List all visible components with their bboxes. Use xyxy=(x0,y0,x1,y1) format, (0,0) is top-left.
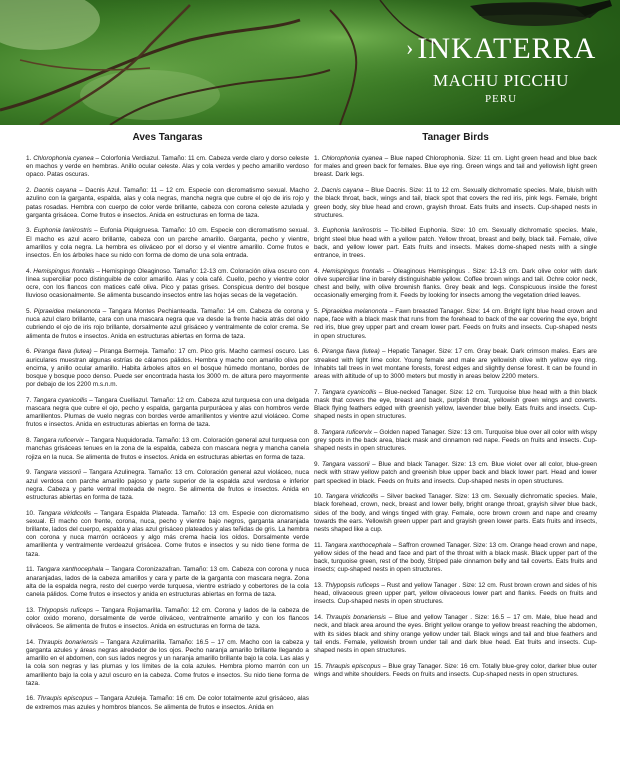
bird-entry xyxy=(314,429,597,454)
scientific-name: Tangara viridicollis xyxy=(37,509,92,517)
bird-entry xyxy=(26,607,309,632)
entry-number: 4. xyxy=(26,267,32,275)
bird-entry xyxy=(26,155,309,180)
entry-number: 8. xyxy=(314,428,320,436)
scientific-name: Thraupis episcopus xyxy=(36,695,93,703)
bird-entry xyxy=(314,187,597,220)
entry-description: – Saffron crowned Tanager. Size: 13 cm. Orange head crown and nape, yellow sides of the head and face and part of the throat with a black mask. Black upper part of the back, turquoise green, rest of the body, Striped pale cinnamon belly and tail coverts. Eats fruits and insects; cup-shaped nests in open structures. xyxy=(314,541,597,574)
scientific-name: Tangara viridicollis xyxy=(325,493,379,501)
bird-entry xyxy=(26,308,309,341)
scientific-name: Tangara cyanicollis xyxy=(321,388,377,396)
scientific-name: Thraupis episcopus xyxy=(324,662,381,670)
bird-entry xyxy=(314,155,597,180)
entry-number: 10. xyxy=(26,509,35,517)
entry-number: 11. xyxy=(314,541,323,549)
entry-number: 3. xyxy=(314,227,320,235)
entry-number: 2. xyxy=(26,187,32,195)
scientific-name: Thlypopsis ruficeps xyxy=(37,606,93,614)
spanish-column-title: Aves Tangaras xyxy=(132,132,203,143)
scientific-name: Thraupis bonariensis xyxy=(37,638,98,646)
entry-description: – Blue and yellow Tanager . Size: 16.5 – 17 cm. Male, blue head and neck, and black area around the eyes. Bright yellow orange to yellow breast reaching the abdomen, with its sides black and shiny orange yellow under tail. Black wings and tail and blue feathers and tail ends. Female, yellowish brown under tail and dark blue head. Eat fruits and insects. Cup-shaped nests in open structures. xyxy=(314,614,598,654)
bird-entry xyxy=(26,397,309,430)
scientific-name: Piranga flava (lutea) xyxy=(321,348,380,356)
entry-description: – Tangara Cuelliazul. Tamaño: 12 cm. Cabeza azul turquesa con una delgada mascara negra que cubre el ojo, pecho y espalda, garganta purpurácea y alas con hombros verde amarillentos. Plumas de vuelo negras con bordes verde amarillentos y vientre azul violáceo. Come frutos e insectos. Anida en estructuras abiertas en forma de taza. xyxy=(26,396,309,429)
spanish-column xyxy=(26,132,309,719)
entry-description: – Fawn breasted Tanager. Size: 14 cm. Bright light blue head crown and nape, face with a black mask that runs from the forehead to back of the ear covering the eye, bright red iris, blue grey upper part and cream lower part. Feeds on fruits and insects. Cup-shaped nests in open structures. xyxy=(314,308,598,340)
brand-subtitle: MACHU PICCHU xyxy=(433,71,569,90)
entry-description: – Blue gray Tanager. Size: 16 cm. Totally blue-grey color, darker blue outer wings and white shoulders. Feeds on fruits and insects. Cup-shaped nests in open structures. xyxy=(314,662,598,678)
entry-description: – Colorfonia Verdiazul. Tamaño: 11 cm. Cabeza verde claro y dorso celeste en machos y verde en hembras. Anillo ocular celeste. Alas y cola verdes y pecho amarillo verdoso opaco. Patas oscuras. xyxy=(26,155,310,179)
scientific-name: Thraupis bonariensis xyxy=(325,614,386,622)
entry-description: – Tangara Azulinegra. Tamaño: 13 cm. Coloración general azul violáceo, nuca azul verdosa con parche amarillo pajoso y parte superior de la espalda azul verdosa e inferior negra. Cabeza y parte ventral moteada de negro. Se alimenta de frutos e insectos. Anida en estructuras abiertas en forma de taza. xyxy=(26,469,310,501)
bird-entry xyxy=(314,348,597,381)
bird-entry xyxy=(26,437,309,462)
scientific-name: Tangara vassorii xyxy=(322,461,370,469)
entry-description: – Dacnis Azul. Tamaño: 11 – 12 cm. Especie con dicromatismo sexual. Macho azulino con la garganta, espalda, alas y cola negras, mancha negra que cubre el ojo de iris rojo y patas rosadas. Hembra con cuerpo de color verde brillante, cabeza con corona celeste azulada y garganta grisácea. Come frutos e insectos. Anida en estructuras en forma de taza. xyxy=(26,187,309,219)
bird-entry xyxy=(314,308,597,341)
scientific-name: Tangara ruficervix xyxy=(33,437,84,445)
entry-description: – Tangara Coronizazafran. Tamaño: 13 cm. Cabeza con corona y nuca anaranjadas, lados de la cabeza amarillos y cara y parte de la garganta con mascara negra. Zona alta de la espalda negra, resto del cuerpo verde turquesa, vientre estriado y cobertores de la cola canela pálidos. Come frutos e insectos y anida en estructuras abiertas en forma de taza. xyxy=(26,566,309,598)
scientific-name: Tangara vassorii xyxy=(33,469,81,477)
entry-description: – Rust and yellow Tanager . Size: 12 cm. Rust brown crown and sides of his head, olivaceous green upper part, yellow olivaceous lower part and flanks. Feeds on fruits and insects. Cup-shaped nests in open structures. xyxy=(314,582,598,606)
entry-number: 1. xyxy=(314,155,320,162)
bird-entry xyxy=(314,227,597,260)
entry-number: 8. xyxy=(26,437,32,445)
scientific-name: Tangara ruficervix xyxy=(321,428,372,436)
bird-entry xyxy=(314,493,597,534)
entry-description: – Blue Dacnis. Size: 11 to 12 cm. Sexually dichromatic species. Male, bluish with the black throat, back, wings and tail, black spot that covers the red iris, pink legs. Female, bright green body, sky blue head and crown, grayish throat. Eats fruits and insects. Cup-shaped nests in structures. xyxy=(314,187,598,219)
entry-number: 9. xyxy=(314,461,320,469)
scientific-name: Piprаeidea melanonota xyxy=(33,308,101,316)
bird-entry xyxy=(26,510,309,559)
entry-description: – Tangara Azuleja. Tamaño: 16 cm. De color totalmente azul grisáceo, alas de extremos mas azules y hombros blancos. Se alimenta de frutos e insectos. Anida en xyxy=(26,695,310,711)
entry-description: – Eufonia Piquigruesa. Tamaño: 10 cm. Especie con dicromatismo sexual. El macho es azul acero brillante, cabeza con un parche amarillo. Garganta, pecho y vientre, amarillos y cola negra. La hembra es oliváceo por el dorso y el vientre amarillo. Come frutos e insectos. En los árboles hace su nido con forma de domo de una sola entrada. xyxy=(26,227,309,260)
bird-entry xyxy=(314,614,597,655)
bird-entry xyxy=(26,227,309,260)
entry-description: – Blue and black Tanager. Size: 13 cm. Blue violet over all color, blue-green neck with straw yellow patch and greenish blue upper back and black lower part. Head and lower part specked in black. Feeds on fruits and insects. Cup-shaped nests in open structures. xyxy=(314,461,597,485)
entry-number: 6. xyxy=(26,348,32,356)
brand-location: PERU xyxy=(484,93,518,105)
english-column-title: Tanager Birds xyxy=(422,132,489,143)
scientific-name: Dacnis cayana xyxy=(33,187,77,195)
bird-entry xyxy=(314,582,597,607)
scientific-name: Tangara xanthocephala xyxy=(36,566,104,574)
english-entry-list xyxy=(314,155,597,679)
bird-entry xyxy=(26,566,309,599)
entry-description: – Golden naped Tanager. Size: 13 cm. Turquoise blue over all color with wispy grey spots in the back area, black mask and cinnamon red nape. Feeds on fruits and insects. Cup-shaped nests in open structures. xyxy=(314,428,598,453)
scientific-name: Tangara xanthocephala xyxy=(324,541,391,549)
entry-number: 2. xyxy=(314,187,320,195)
bird-entry xyxy=(314,268,597,301)
header-banner xyxy=(0,0,620,125)
entry-number: 15. xyxy=(314,662,323,670)
entry-description: – Tangara Espalda Plateada. Tamaño: 13 cm. Especie con dicromatismo sexual. El macho con frente, corona, nuca, pecho y vientre bajo negros, garganta anaranjada brillante, lados del cuerpo, espalda y alas azul grisáceo plateados y alas teñidas de gris. La hembra con corona y nuca marrón ocráceos y algo más crema hacia los oídos. Dorsalmente verde amarillenta y ventralmente verdeazul grisácea. Come frutos e insectos y su nido tiene forma de taza. xyxy=(26,509,309,558)
entry-description: – Blue-necked Tanager. Size: 12 cm. Turquoise blue head with a thin black mask that covers the eye, breast and back, purplish throat, yellowish green wings and coverts. Black flying feathers edged with greenish yellow, lavender blue belly. Eats fruits and insects. Cup-shaped nests in open structures. xyxy=(314,388,597,421)
brand-logo xyxy=(406,32,596,105)
entry-number: 9. xyxy=(26,469,32,477)
scientific-name: Tangara cyanicollis xyxy=(33,396,88,404)
brand-name-text: INKATERRA xyxy=(417,32,597,65)
entry-number: 5. xyxy=(314,308,320,316)
bird-entry xyxy=(26,469,309,502)
entry-description: – Tangara Nuquidorada. Tamaño: 13 cm. Coloración general azul turquesa con manchas grisáceas tenues en la zona de la espalda, cabeza con mascara negra y mancha canela rojiza en la nuca. Se alimenta de frutos e insectos. Anida en estructuras abiertas en forma de taza. xyxy=(26,437,310,461)
entry-description: – Tangara Azulimarilla. Tamaño: 16.5 – 17 cm. Macho con la cabeza y garganta azules y áreas negras alrededor de los ojos. Pecho naranja amarillo brillante llegando a amarillo en el abdomen, con sus lados negros y un naranja amarillo brillante bajo la cola. Las alas y la cola son negras y las plumas y los límites de la cola azules. Hembra plomo marrón con un amarillento bajo la cola y azul oscuro en la cabeza. Come frutos e insectos. Su nido tiene forma de taza. xyxy=(26,638,310,687)
entry-number: 14. xyxy=(26,638,35,646)
scientific-name: Chlorophonia cyanea xyxy=(321,155,383,162)
entry-description: – Hemispingo Oleaginoso. Tamaño: 12-13 cm. Coloración oliva oscuro con línea superciliar poco distinguible de color amarillo. Alas y cola café. Cuello, pecho y vientre color ocre, con los flancos con matices café oliva. Pico y patas grises. Conspicua dentro del bosque lluvioso ocasionalmente. Se alimenta buscando insectos entre las hojas secas de la vegetación. xyxy=(26,267,310,300)
entry-number: 13. xyxy=(26,606,35,614)
bird-entry xyxy=(314,461,597,486)
entry-number: 10. xyxy=(314,493,323,501)
bird-entry xyxy=(26,187,309,220)
entry-description: – Tangara Rojiamarilla. Tamaño: 12 cm. Corona y lados de la cabeza de color oxido moreno, dorsalmente de verde oliváceo, ventralmente amarillo y con los flancos oliváceos. Se alimenta de frutos e insectos. Anida en estructuras en forma de taza. xyxy=(26,606,310,631)
entry-number: 7. xyxy=(26,396,32,404)
entry-description: – Tic-billed Euphonia. Size: 10 cm. Sexually dichromatic species. Male, bright steel blue head with a yellow patch. Yellow throat, breast and belly, black tail. Female, olive back, and yellow lower part. Eats fruits and insects. Makes dome-shaped nests with a single entrance, in trees. xyxy=(314,227,597,260)
entry-description: – Blue naped Chlorophonia. Size: 11 cm. Light green head and blue back for males and green back for females. Blue eye ring. Green wings and tail and yellowish light green breast. Dark legs. xyxy=(314,155,598,179)
scientific-name: Chlorophonia cyanea xyxy=(33,155,94,162)
bird-entry xyxy=(314,663,597,679)
chevron-icon: › xyxy=(406,35,415,60)
entry-number: 16. xyxy=(26,695,35,703)
entry-number: 6. xyxy=(314,348,320,356)
entry-description: – Silver backed Tanager. Size: 13 cm. Sexually dichromatic species. Male, black forehead, crown, neck, breast and lower belly, bright orange throat, grayish silver blue back, sides of the body, and wings tinged with gray. Female, ocre brown crown and nape and creamy towards the ears. Yellowish green upper part and grayish green lower parts. Eats fruits and insects, nests shaped like a cup. xyxy=(314,493,597,534)
brand-name xyxy=(406,32,596,65)
entry-number: 1. xyxy=(26,155,32,162)
bird-entry xyxy=(314,542,597,575)
bird-entry xyxy=(314,389,597,422)
scientific-name: Hemispingus frontalis xyxy=(33,267,95,275)
bird-entry xyxy=(26,348,309,389)
entry-description: – Tangara Montes Pechianteada. Tamaño: 14 cm. Cabeza de corona y nuca azul claro brillante, cara con una mascara negra que va desde la frente hacia atrás del oido cubriendo el ojo de iris rojo brillante, dorsalmente azul grisáceo y ventralmente de color crema. Se alimenta de frutos e insectos. Anida en estructuras abiertas en forma de taza. xyxy=(26,308,309,340)
entry-number: 14. xyxy=(314,614,323,622)
entry-number: 7. xyxy=(314,388,320,396)
entry-number: 3. xyxy=(26,227,32,235)
spanish-entry-list xyxy=(26,155,309,712)
scientific-name: Hemispingus frontalis xyxy=(322,267,385,275)
bird-entry xyxy=(26,268,309,301)
scientific-name: Piranga flava (lutea) xyxy=(33,348,92,356)
entry-description: – Piranga Bermeja. Tamaño: 17 cm. Pico gris. Macho carmesí oscuro. Las auriculares muestran algunas estrías de cálamos pálidos. Hembra y macho con amarillo oliva por encima, y anillo ocular amarillo. Habita árboles altos en el bosque húmedo montano, bordes de bosque y bosque poco denso. Puede ser encontrada hasta los 3000 m. de altura pero mayormente por debajo de los 2200 m.s.n.m. xyxy=(26,348,309,389)
english-column xyxy=(314,132,597,687)
scientific-name: Euphonia laniirostris xyxy=(322,227,382,235)
entry-number: 13. xyxy=(314,582,323,590)
entry-number: 11. xyxy=(26,566,35,574)
entry-description: – Hepatic Tanager. Size: 17 cm. Gray beak. Dark crimson males. Ears are streaked with light lime color. Young female and male are yellowish olive with yellow eye ring. Inhabits tall trees in wet montane forests, forest edges and slightly dense forest. It can be found in areas with altitude of up to 3000 meters but mostly in areas below 2200 meters. xyxy=(314,348,597,380)
scientific-name: Dacnis cayana xyxy=(321,187,364,195)
entry-number: 5. xyxy=(26,308,32,316)
entry-number: 4. xyxy=(314,267,320,275)
scientific-name: Piprаeidea melanonota xyxy=(321,308,388,316)
bird-entry xyxy=(26,695,309,711)
entry-description: – Oleaginous Hemispingus . Size: 12-13 cm. Dark olive color with dark olive superciliar line in barely distinguishable yellow. Coffee brown wings and tail. Ochre color neck, chest and belly, with olive brownish flanks. Grey beak and legs. Conspicuous inside the forest occasionally emerging from it. Feeds by looking for insects among the vegetation dried leaves. xyxy=(314,267,597,300)
scientific-name: Euphonia laniirostris xyxy=(33,227,92,235)
scientific-name: Thlypopsis ruficeps xyxy=(324,582,380,590)
bird-entry xyxy=(26,639,309,688)
